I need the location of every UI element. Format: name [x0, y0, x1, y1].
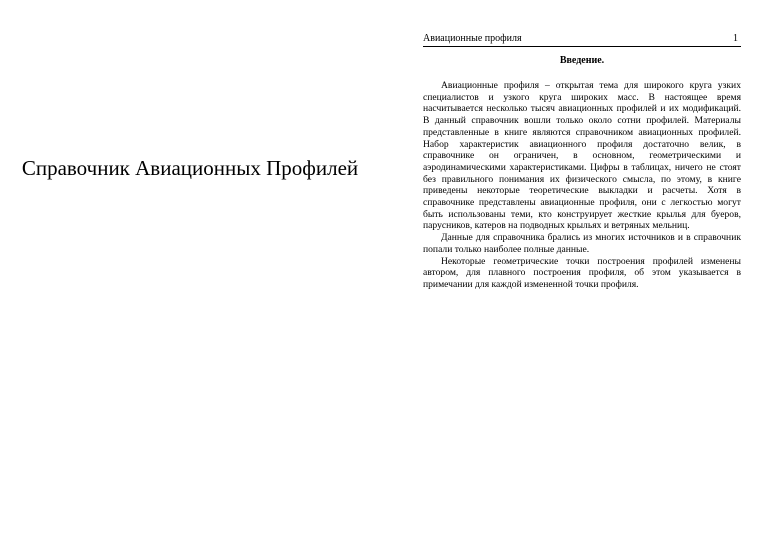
- page-number: 1: [733, 33, 738, 44]
- paragraph-sources: Данные для справочника брались из многих источников и в справочник попали только наиболее полные данные.: [423, 232, 741, 255]
- section-heading: Введение.: [559, 55, 605, 66]
- paragraph-intro: Авиационные профиля – открытая тема для широкого круга узких специалистов и узкого круга широких масс. В настоящее время насчитывается несколько тысяч авиационных профилей и их модификаций. В данный справочник вошли только около сотни профилей. Материалы представленные в книге являются справочником авиационных профилей. Набор характеристик авиационного профиля достаточно велик, в справочнике он ограничен, в основном, геометрическими и аэродинамическими характеристиками. Цифры в таблицах, ничего не стоят без правильного понимания их физического смысла, по этому, в книге приведены некоторые теоретические выкладки и расчеты. Хотя в справочнике представлены авиационные профиля, они с легкостью могут быть использованы теми, кто конструирует жесткие крылья для буеров, парусников, катеров на подводных крыльях и ветряных мельниц.: [423, 80, 741, 232]
- book-title: Справочник Авиационных Профилей: [21, 156, 359, 180]
- running-header: [423, 33, 741, 47]
- running-header-title: Авиационные профиля: [423, 33, 522, 44]
- body-text: [423, 80, 741, 291]
- paragraph-modifications: Некоторые геометрические точки построения профилей изменены автором, для плавного построения профиля, об этом указывается в примечании для каждой измененной точки профиля.: [423, 255, 741, 290]
- right-page: [423, 0, 741, 542]
